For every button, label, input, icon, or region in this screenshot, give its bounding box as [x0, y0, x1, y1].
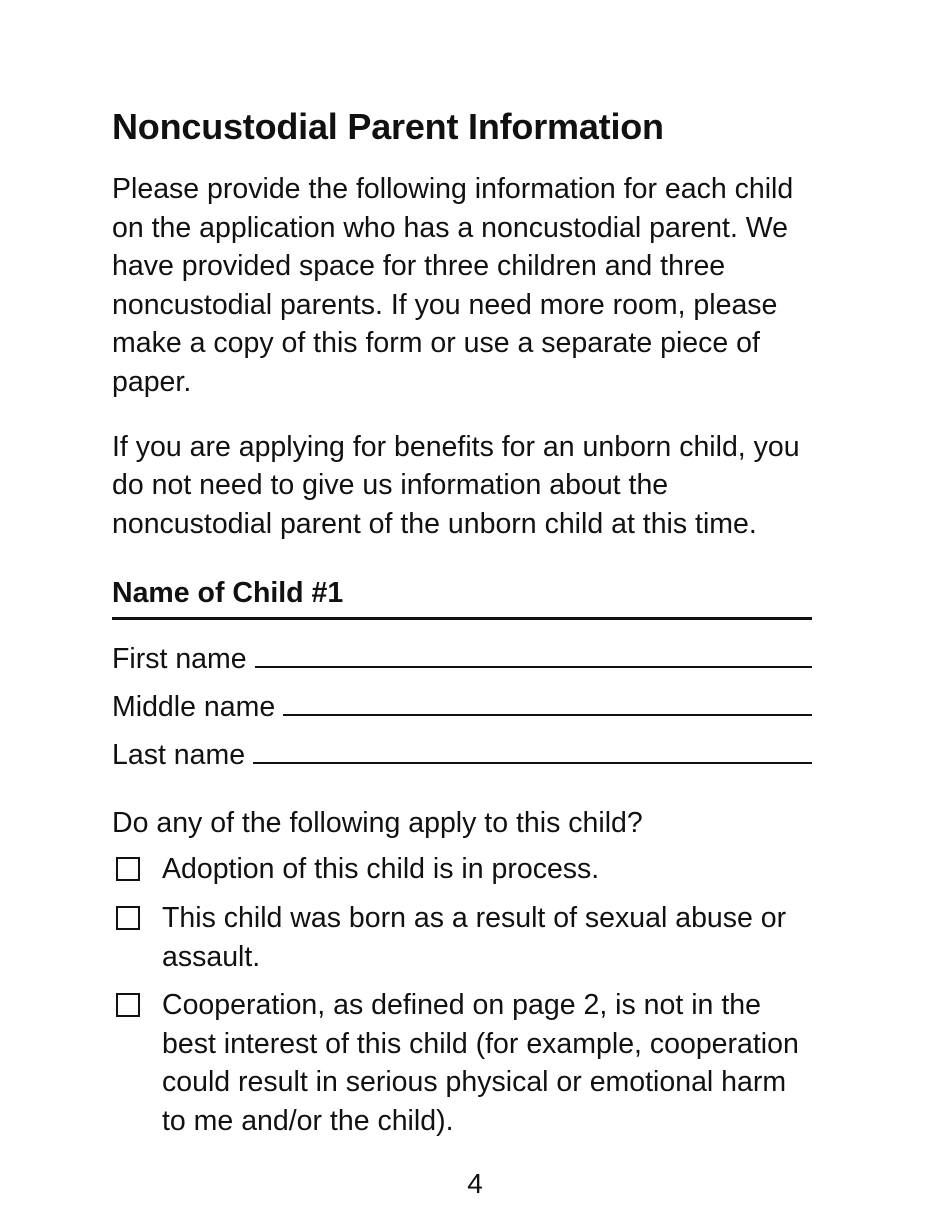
applicability-question: Do any of the following apply to this child?	[112, 807, 643, 840]
first-name-row	[112, 638, 812, 686]
abuse-option-label: This child was born as a result of sexual abuse or assault.	[162, 901, 787, 973]
option-cooperation	[112, 986, 812, 1140]
page-title: Noncustodial Parent Information	[112, 106, 664, 147]
cooperation-checkbox[interactable]	[116, 993, 140, 1017]
last-name-field[interactable]	[253, 734, 812, 764]
form-content	[112, 104, 812, 1151]
middle-name-label: Middle name	[112, 691, 276, 724]
adoption-checkbox[interactable]	[116, 857, 140, 881]
last-name-row	[112, 734, 812, 782]
middle-name-row	[112, 686, 812, 734]
adoption-option-label: Adoption of this child is in process.	[162, 853, 600, 886]
middle-name-field[interactable]	[283, 686, 812, 716]
first-name-field[interactable]	[255, 638, 812, 668]
option-abuse	[112, 899, 812, 976]
page-number: 4	[467, 1168, 483, 1199]
last-name-label: Last name	[112, 739, 246, 772]
first-name-label: First name	[112, 643, 247, 676]
applicability-options	[112, 850, 812, 1140]
instructions-paragraph: Please provide the following information for each child on the application who has a noncustodial parent. We have provided space for three children and three noncustodial parents. If you need more room, please make a copy of this form or use a separate piece of paper.	[112, 173, 794, 398]
child-section-heading: Name of Child #1	[112, 575, 812, 620]
unborn-child-note: If you are applying for benefits for an unborn child, you do not need to give us information about the noncustodial parent of the unborn child at this time.	[112, 430, 800, 540]
abuse-checkbox[interactable]	[116, 906, 140, 930]
cooperation-option-label: Cooperation, as defined on page 2, is not in the best interest of this child (for example, cooperation could result in serious physical or emotional harm to me and/or the child).	[162, 989, 799, 1137]
child-name-fields	[112, 638, 812, 782]
option-adoption	[112, 850, 812, 889]
